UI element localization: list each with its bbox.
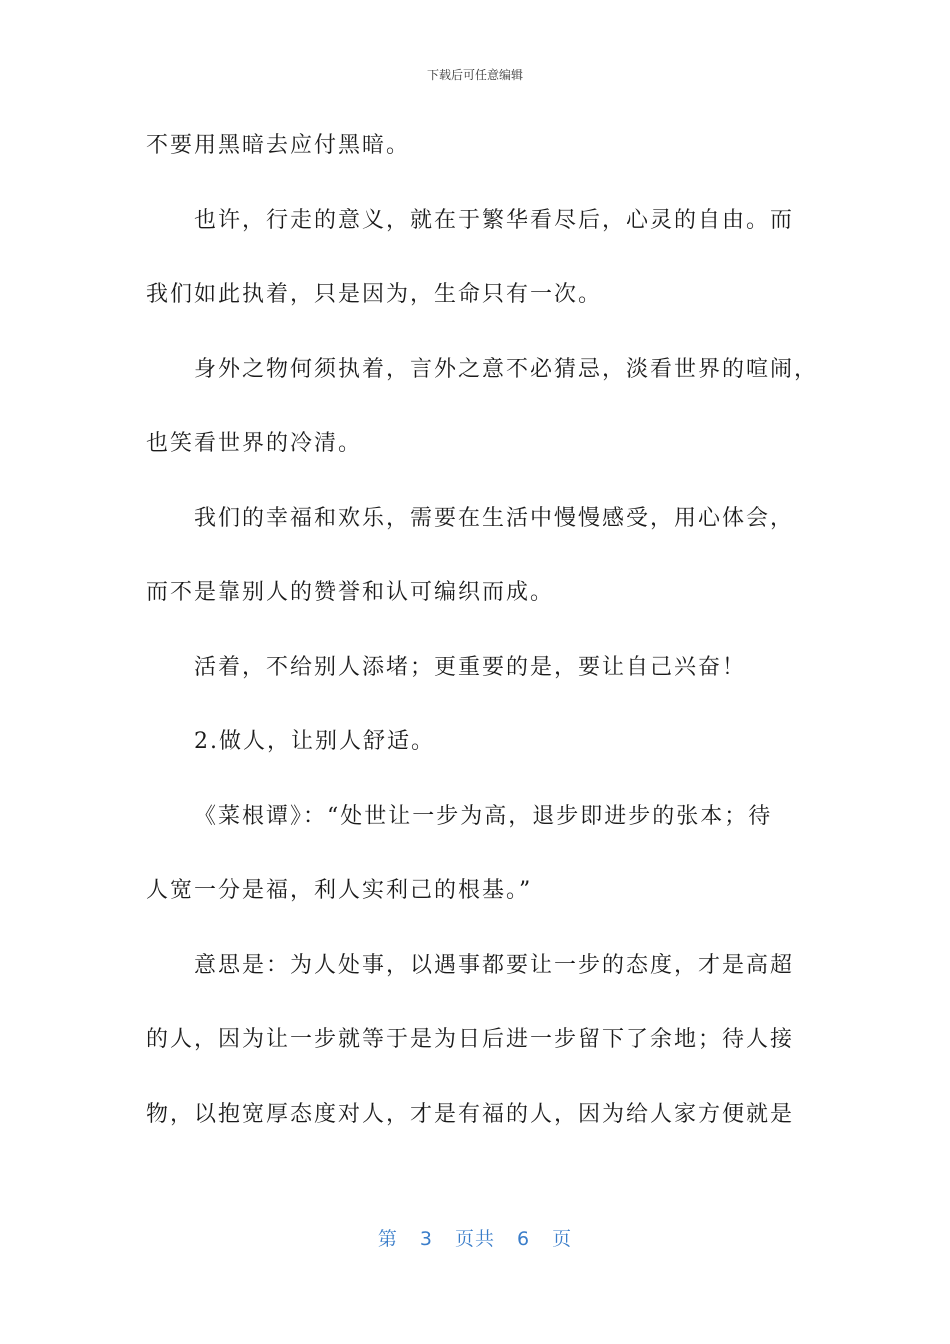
text-line-1: 不要用黑暗去应付黑暗。 bbox=[146, 133, 411, 158]
document-body bbox=[146, 127, 819, 1170]
text-line-7: 而不是靠别人的赞誉和认可编织而成。 bbox=[146, 580, 555, 605]
text-line-11: 人宽一分是福，利人实利己的根基。” bbox=[146, 878, 533, 903]
footer-current-page: 3 bbox=[419, 1228, 433, 1250]
text-line-6: 我们的幸福和欢乐，需要在生活中慢慢感受，用心体会， bbox=[194, 505, 795, 531]
text-line-8: 活着，不给别人添堵；更重要的是，要让自己兴奋！ bbox=[194, 654, 747, 680]
text-line-14: 物，以抱宽厚态度对人，才是有福的人，因为给人家方便就是 bbox=[146, 1101, 795, 1127]
text-line-10: 《菜根谭》：“处世让一步为高，退步即进步的张本；待 bbox=[194, 803, 773, 829]
footer-total-pages: 6 bbox=[517, 1228, 531, 1250]
text-line-9: 2.做人，让别人舒适。 bbox=[194, 729, 435, 754]
footer-prefix: 第 bbox=[377, 1228, 398, 1250]
footer-middle: 页共 bbox=[454, 1228, 495, 1250]
page-header: 下载后可任意编辑 bbox=[426, 68, 523, 82]
text-line-13: 的人，因为让一步就等于是为日后进一步留下了余地；待人接 bbox=[146, 1027, 795, 1052]
text-line-4: 身外之物何须执着，言外之意不必猜忌，淡看世界的喧闹， bbox=[194, 356, 819, 382]
footer-suffix: 页 bbox=[552, 1228, 573, 1250]
text-line-3: 我们如此执着，只是因为，生命只有一次。 bbox=[146, 282, 603, 307]
text-line-5: 也笑看世界的冷清。 bbox=[146, 431, 363, 456]
text-line-2: 也许，行走的意义，就在于繁华看尽后，心灵的自由。而 bbox=[194, 207, 795, 233]
page-footer bbox=[0, 1224, 950, 1251]
text-line-12: 意思是：为人处事，以遇事都要让一步的态度，才是高超 bbox=[194, 952, 795, 978]
